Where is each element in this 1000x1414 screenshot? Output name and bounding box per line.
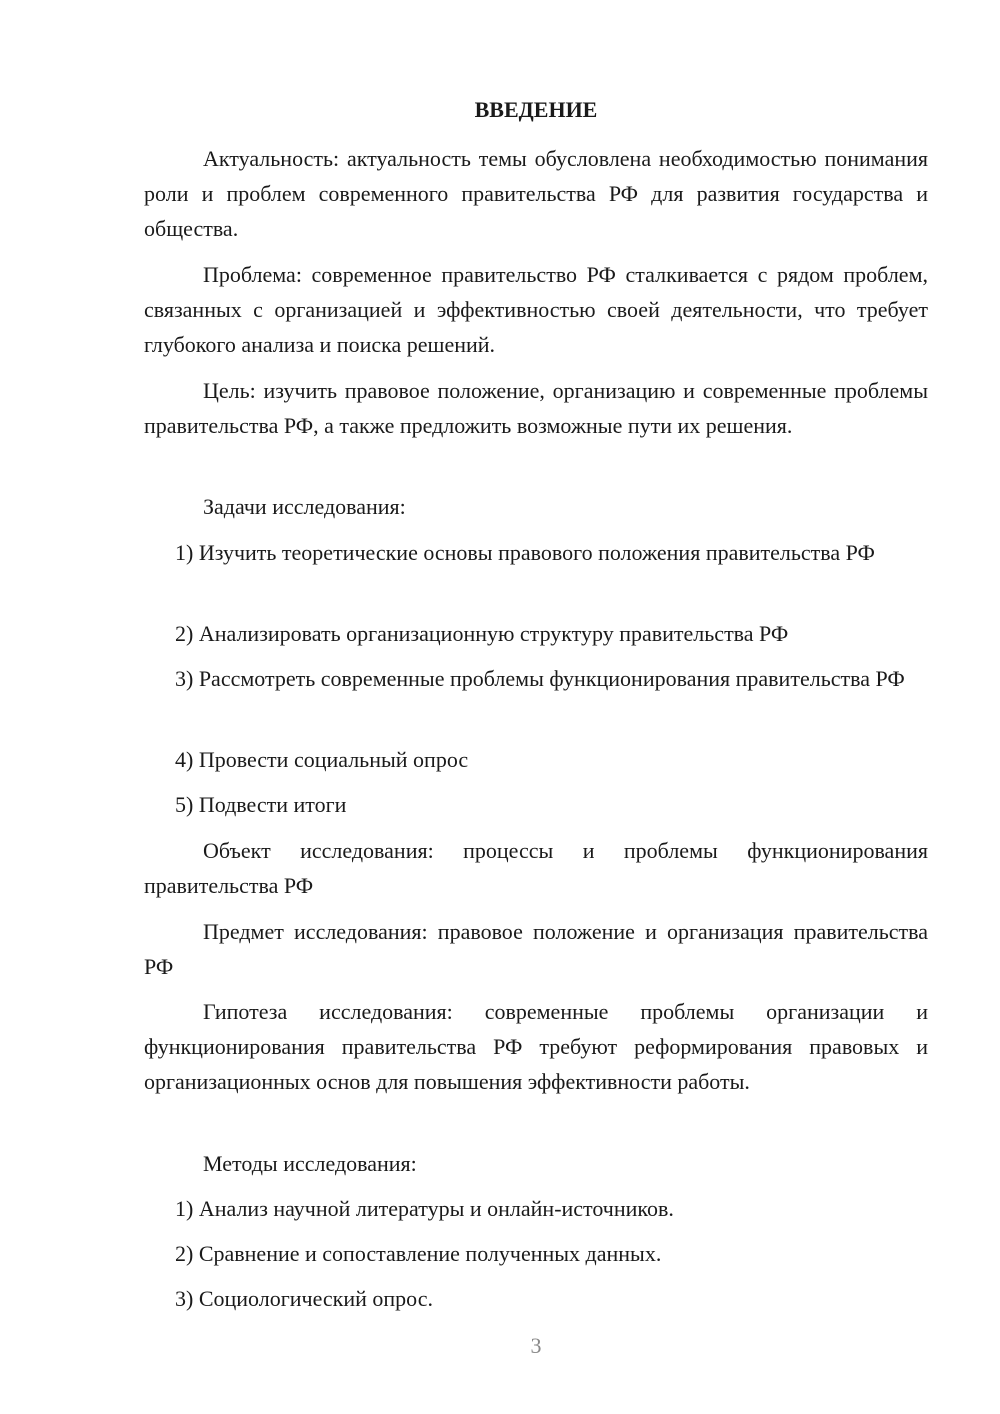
paragraph-hypothesis: Гипотеза исследования: современные проблемы организации и функционирования правительства РФ требуют реформирования правовых и организационных основ для повышения эффективности работы.	[144, 999, 928, 1094]
paragraph-tasks-heading: Задачи исследования:	[203, 494, 406, 519]
method-item-2: 2) Сравнение и сопоставление полученных данных.	[175, 1241, 662, 1266]
page-number: 3	[530, 1333, 542, 1358]
method-item-3: 3) Социологический опрос.	[175, 1286, 433, 1311]
task-item-3: 3) Рассмотреть современные проблемы функционирования правительства РФ	[175, 666, 905, 691]
paragraph-relevance: Актуальность: актуальность темы обусловлена необходимостью понимания роли и проблем современного правительства РФ для развития государства и общества.	[144, 146, 928, 241]
method-item-1: 1) Анализ научной литературы и онлайн-источников.	[175, 1196, 674, 1221]
paragraph-problem: Проблема: современное правительство РФ сталкивается с рядом проблем, связанных с организацией и эффективностью своей деятельности, что требует глубокого анализа и поиска решений.	[144, 262, 928, 357]
paragraph-subject: Предмет исследования: правовое положение и организация правительства РФ	[144, 919, 928, 979]
task-item-4: 4) Провести социальный опрос	[175, 747, 469, 772]
task-item-1: 1) Изучить теоретические основы правового положения правительства РФ	[175, 540, 875, 565]
paragraph-goal: Цель: изучить правовое положение, организацию и современные проблемы правительства РФ, а также предложить возможные пути их решения.	[144, 378, 928, 438]
task-item-2: 2) Анализировать организационную структуру правительства РФ	[175, 621, 789, 646]
paragraph-methods-heading: Методы исследования:	[203, 1151, 417, 1176]
task-item-5: 5) Подвести итоги	[175, 792, 347, 817]
paragraph-object: Объект исследования: процессы и проблемы функционирования правительства РФ	[144, 838, 928, 898]
page-title: ВВЕДЕНИЕ	[474, 97, 598, 122]
